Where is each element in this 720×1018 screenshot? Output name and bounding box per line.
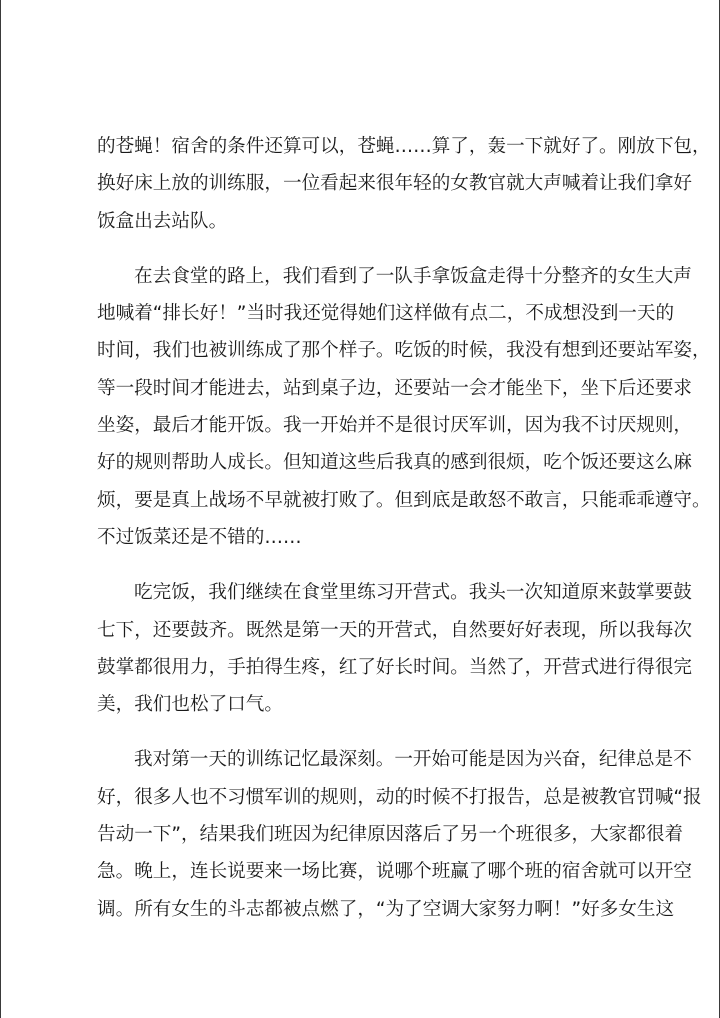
paragraph-4 (97, 741, 702, 927)
text-line: 告动一下”，结果我们班因为纪律原因落后了另一个班很多，大家都很着 (97, 824, 684, 846)
text-line: 我对第一天的训练记忆最深刻。一开始可能是因为兴奋，纪律总是不 (134, 749, 692, 771)
text-line: 地喊着“排长好！”当时我还觉得她们这样做有点二，不成想没到一天的 (97, 303, 675, 325)
text-line: 时间，我们也被训练成了那个样子。吃饭的时候，我没有想到还要站军姿， (97, 340, 711, 362)
text-line: 鼓掌都很用力，手拍得生疼，红了好长时间。当然了，开营式进行得很完 (97, 656, 693, 678)
text-line: 吃完饭，我们继续在食堂里练习开营式。我头一次知道原来鼓掌要鼓 (134, 582, 692, 604)
text-line: 好的规则帮助人成长。但知道这些后我真的感到很烦，吃个饭还要这么麻 (97, 452, 693, 474)
text-line: 换好床上放的训练服，一位看起来很年轻的女教官就大声喊着让我们拿好 (97, 173, 693, 195)
text-line: 的苍蝇！宿舍的条件还算可以，苍蝇……算了，轰一下就好了。刚放下包， (97, 136, 711, 157)
text-line: 在去食堂的路上，我们看到了一队手拿饭盒走得十分整齐的女生大声 (134, 265, 692, 287)
text-line: 饭盒出去站队。 (97, 210, 228, 232)
text-line: 坐姿，最后才能开饭。我一开始并不是很讨厌军训，因为我不讨厌规则， (97, 415, 693, 437)
paragraph-3 (97, 574, 693, 723)
text-line: 急。晚上，连长说要来一场比赛，说哪个班赢了哪个班的宿舍就可以开空 (97, 861, 693, 883)
text-line: 不过饭菜还是不错的…… (97, 526, 302, 548)
text-line: 美，我们也松了口气。 (97, 694, 283, 716)
text-line: 调。所有女生的斗志都被点燃了，“为了空调大家努力啊！”好多女生这 (97, 898, 675, 920)
paragraph-1 (97, 128, 711, 240)
text-line: 等一段时间才能进去，站到桌子边，还要站一会才能坐下，坐下后还要求 (97, 377, 693, 399)
page-left-border (0, 0, 1, 1018)
text-line: 七下，还要鼓齐。既然是第一天的开营式，自然要好好表现，所以我每次 (97, 619, 693, 641)
paragraph-2 (97, 258, 711, 556)
text-line: 好，很多人也不习惯军训的规则，动的时候不打报告，总是被教官罚喊“报 (97, 786, 702, 808)
body-text (97, 128, 711, 928)
text-line: 烦，要是真上战场不早就被打败了。但到底是敢怒不敢言，只能乖乖遵守。 (97, 489, 711, 511)
